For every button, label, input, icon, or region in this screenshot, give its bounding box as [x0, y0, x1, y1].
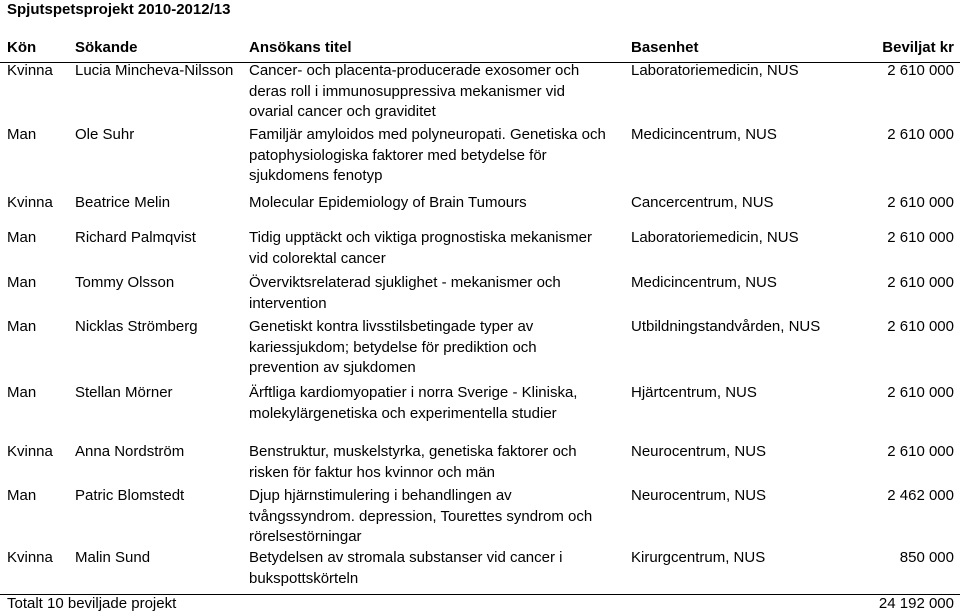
row-title-line: ovarial cancer och graviditet [249, 103, 436, 120]
row-title-line: Tidig upptäckt och viktiga prognostiska mekanismer [249, 229, 592, 246]
row-title-line: Benstruktur, muskelstyrka, genetiska faktorer och [249, 443, 577, 460]
row-applicant: Malin Sund [75, 549, 151, 566]
row-title [249, 548, 562, 589]
row-title-line: Molecular Epidemiology of Brain Tumours [249, 194, 527, 211]
row-gender: Man [7, 318, 37, 335]
row-title-line: bukspottskörteln [249, 569, 359, 587]
row-amount: 2 610 000 [887, 318, 954, 335]
row-title [249, 486, 592, 548]
row-gender: Man [7, 487, 37, 504]
row-applicant: Stellan Mörner [75, 384, 173, 401]
row-gender: Man [7, 229, 37, 246]
row-title-line: vid colorektal cancer [249, 249, 386, 267]
row-title-line: Ärftliga kardiomyopatier i norra Sverige - Kliniska, [249, 384, 578, 401]
row-gender: Kvinna [7, 194, 53, 211]
row-title-line: patophysiologiska faktorer med betydelse för [249, 146, 547, 164]
row-title-line: prevention av sjukdomen [249, 359, 416, 376]
row-unit: Kirurgcentrum, NUS [631, 549, 766, 566]
row-title-line: Betydelsen av stromala substanser vid cancer i [249, 549, 563, 566]
header-titel: Ansökans titel [249, 39, 352, 56]
row-amount: 2 462 000 [887, 487, 954, 504]
row-unit: Laboratoriemedicin, NUS [631, 62, 799, 79]
row-applicant: Anna Nordström [75, 443, 185, 460]
row-unit: Hjärtcentrum, NUS [631, 384, 757, 401]
row-gender: Man [7, 384, 37, 401]
row-applicant: Richard Palmqvist [75, 229, 196, 246]
row-applicant: Ole Suhr [75, 126, 135, 143]
row-title-line: kariessjukdom; betydelse för prediktion och [249, 338, 537, 356]
row-title-line: Cancer- och placenta-producerade exosomer och [249, 62, 580, 79]
row-amount: 2 610 000 [887, 126, 954, 143]
row-title [249, 383, 577, 424]
row-title-line: deras roll i immunosuppressiva mekanismer vid [249, 82, 565, 100]
row-unit: Laboratoriemedicin, NUS [631, 229, 799, 246]
row-unit: Neurocentrum, NUS [631, 443, 767, 460]
row-title-line: Överviktsrelaterad sjuklighet - mekanismer och [249, 274, 561, 291]
row-amount: 2 610 000 [887, 443, 954, 460]
row-gender: Kvinna [7, 549, 53, 566]
row-applicant: Beatrice Melin [75, 194, 171, 211]
row-unit: Cancercentrum, NUS [631, 194, 774, 211]
row-title-line: sjukdomens fenotyp [249, 167, 383, 184]
row-title [249, 61, 579, 123]
row-title-line: molekylärgenetiska och experimentella studier [249, 404, 557, 422]
row-title [249, 125, 606, 187]
row-amount: 2 610 000 [887, 384, 954, 401]
row-title [249, 273, 561, 314]
row-gender: Kvinna [7, 443, 53, 460]
row-gender: Man [7, 126, 37, 143]
row-unit: Medicincentrum, NUS [631, 274, 777, 291]
row-applicant: Lucia Mincheva-Nilsson [75, 62, 234, 79]
row-title [249, 228, 592, 269]
row-gender: Man [7, 274, 37, 291]
header-sokande: Sökande [75, 39, 138, 56]
header-beviljat: Beviljat kr [882, 39, 954, 56]
row-gender: Kvinna [7, 62, 53, 79]
row-title-line: risken för faktur hos kvinnor och män [249, 463, 495, 481]
row-unit: Medicincentrum, NUS [631, 126, 777, 143]
footer-total: 24 192 000 [878, 595, 954, 612]
row-title-line: Genetiskt kontra livsstilsbetingade typer av [249, 318, 534, 335]
row-amount: 2 610 000 [887, 194, 954, 211]
row-title-line: tvångssyndrom. depression, Tourettes syndrom och [249, 507, 593, 525]
row-amount: 2 610 000 [887, 62, 954, 79]
row-applicant: Patric Blomstedt [75, 487, 185, 504]
row-title-line: intervention [249, 294, 327, 312]
row-applicant: Nicklas Strömberg [75, 318, 198, 335]
row-applicant: Tommy Olsson [75, 274, 175, 291]
row-title [249, 317, 537, 379]
row-unit: Utbildningstandvården, NUS [631, 318, 821, 335]
row-amount: 850 000 [899, 549, 954, 566]
row-amount: 2 610 000 [887, 229, 954, 246]
header-kon: Kön [7, 39, 37, 56]
header-basenhet: Basenhet [631, 39, 699, 56]
row-title-line: Familjär amyloidos med polyneuropati. Genetiska och [249, 126, 606, 143]
row-title [249, 193, 527, 214]
page-title: Spjutspetsprojekt 2010-2012/13 [7, 1, 231, 18]
row-title [249, 442, 577, 483]
row-title-line: rörelsestörningar [249, 528, 362, 545]
row-amount: 2 610 000 [887, 274, 954, 291]
row-unit: Neurocentrum, NUS [631, 487, 767, 504]
footer-label: Totalt 10 beviljade projekt [7, 595, 177, 612]
row-title-line: Djup hjärnstimulering i behandlingen av [249, 487, 512, 504]
